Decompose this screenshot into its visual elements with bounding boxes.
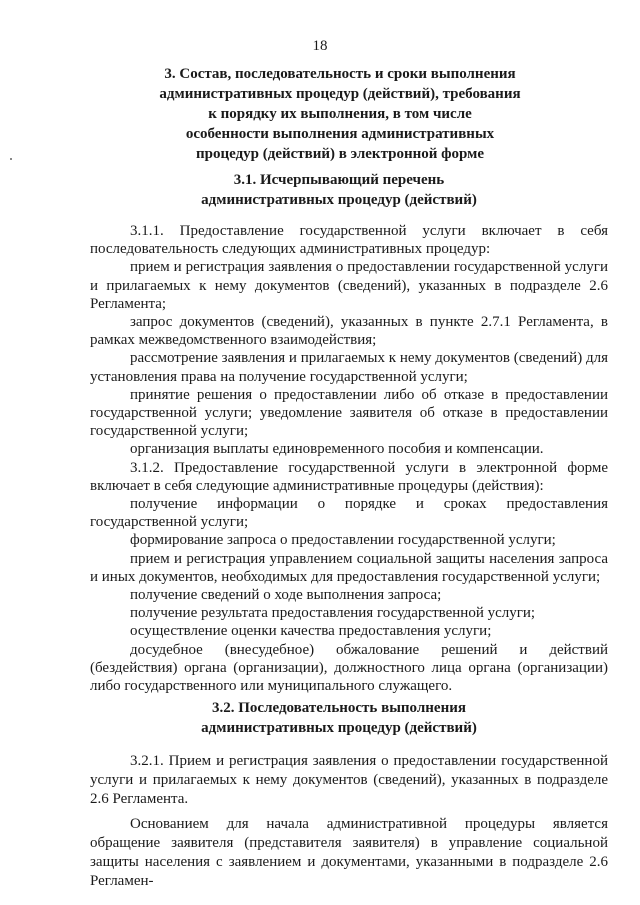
section-3-2-title-line: 3.2. Последовательность выполнения [212, 700, 466, 716]
section-3-title [0, 64, 640, 164]
paragraph: 3.2.1. Прием и регистрация заявления о предоставлении государственной услуги и прилагаемых к нему документов (сведений), указанных в подразделе 2.6 Регламента. [90, 753, 608, 807]
paragraph: принятие решения о предоставлении либо об отказе в предоставлении государственной услуги; уведомление заявителя об отказе в предоставлении государственной услуги; [90, 386, 608, 440]
section-3-1-body [90, 222, 608, 695]
paragraph: запрос документов (сведений), указанных в пункте 2.7.1 Регламента, в рамках межведомственного взаимодействия; [90, 314, 608, 349]
paragraph: прием и регистрация заявления о предоставлении государственной услуги и прилагаемых к нему документов (сведений), указанных в подразделе 2.6 Регламента; [90, 259, 608, 312]
section-3-1-title-line: административных процедур (действий) [201, 192, 477, 208]
section-3-title-line: административных процедур (действий), требования [159, 86, 521, 102]
paragraph: 3.1.2. Предоставление государственной услуги в электронной форме включает в себя следующие административные процедуры (действия): [90, 459, 608, 494]
section-3-2-body [90, 752, 608, 891]
page-number: 18 [312, 38, 328, 54]
paragraph: формирование запроса о предоставлении государственной услуги; [130, 532, 556, 549]
section-3-title-line: особенности выполнения административных [185, 126, 495, 142]
paragraph: организация выплаты единовременного пособия и компенсации. [130, 441, 544, 458]
paragraph: осуществление оценки качества предоставления услуги; [130, 623, 492, 640]
paragraph: получение информации о порядке и сроках предоставления государственной услуги; [90, 496, 608, 531]
paragraph: Основанием для начала административной процедуры является обращение заявителя (представителя заявителя) в управление социальной защиты населения с заявлением и документами, указанными в подразделе 2.6 Регламен- [90, 816, 608, 889]
paragraph: прием и регистрация управлением социальной защиты населения запроса и иных документов, необходимых для предоставления государственной услуги; [90, 550, 608, 585]
section-3-1-title [0, 170, 640, 210]
paragraph: рассмотрение заявления и прилагаемых к нему документов (сведений) для установления права на получение государственной услуги; [90, 350, 608, 385]
paragraph: 3.1.1. Предоставление государственной услуги включает в себя последовательность следующих административных процедур: [90, 223, 608, 258]
paragraph: получение сведений о ходе выполнения запроса; [130, 587, 442, 604]
paragraph: получение результата предоставления государственной услуги; [130, 605, 536, 622]
section-3-title-line: 3. Состав, последовательность и сроки выполнения [164, 66, 516, 82]
section-3-title-line: к порядку их выполнения, в том числе [208, 106, 472, 122]
section-3-2-title [0, 698, 640, 738]
section-3-2-title-line: административных процедур (действий) [201, 720, 477, 736]
paragraph: досудебное (внесудебное) обжалование решений и действий (бездействия) органа (организации), должностного лица органа (организации) либо государственного или муниципального служащего. [90, 641, 608, 695]
section-3-title-line: процедур (действий) в электронной форме [195, 146, 485, 162]
section-3-1-title-line: 3.1. Исчерпывающий перечень [233, 172, 445, 188]
